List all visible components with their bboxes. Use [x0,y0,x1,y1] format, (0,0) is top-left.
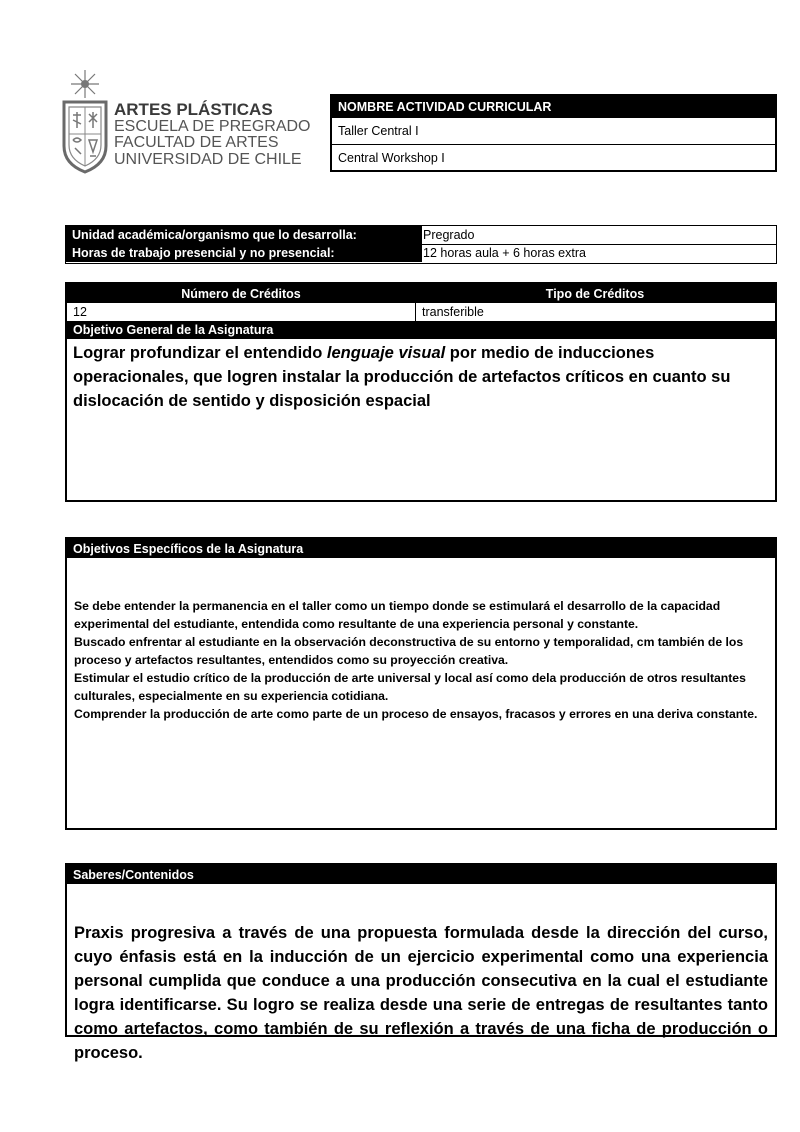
credits-number-value: 12 [67,303,421,322]
credits-number-header: Número de Créditos [67,284,415,303]
activity-name-en: Central Workshop I [338,150,445,165]
contents-text: Praxis progresiva a través de una propuesta formulada desde la dirección del curso, cuyo énfasis está en la inducción de un ejercicio experimental como una experiencia personal cumplida que conduce a una producción consecutiva en la cual el estudiante logra identificarse. Su logro se realiza desde una serie de entregas de resultantes tanto como artefactos, como también de su reflexión a través de una ficha de producción o proceso. [74,924,768,1062]
specific-objective-paragraph: Buscado enfrentar al estudiante en la observación deconstructiva de su entorno y temporalidad, cm también de los proceso y artefactos resultantes, entendidos como su proyección creativa. [74,635,744,667]
general-objective-text-part2: por medio de inducciones operacionales, que logren instalar la producción de artefactos críticos en cuanto su dislocación de sentido y disposición espacial [73,344,731,410]
general-objective-text-part1: Lograr profundizar el entendido [73,344,327,362]
curricular-activity-box [330,94,777,172]
specific-objectives-box [65,537,777,830]
work-hours-value: 12 horas aula + 6 horas extra [416,244,776,262]
academic-info-table [65,225,777,264]
specific-objectives-header: Objetivos Específicos de la Asignatura [67,539,775,558]
logo-wordmark [114,102,311,168]
university-seal-icon [60,68,110,174]
specific-objectives-text [74,597,765,723]
credits-objective-box [65,282,777,502]
contents-header: Saberes/Contenidos [67,865,775,884]
academic-unit-label: Unidad académica/organismo que lo desarrolla: [66,226,422,244]
curricular-activity-header: NOMBRE ACTIVIDAD CURRICULAR [332,96,775,118]
logo-line-3: FACULTAD DE ARTES [114,134,279,151]
work-hours-label: Horas de trabajo presencial y no presencial: [66,244,422,262]
general-objective-header: Objetivo General de la Asignatura [67,321,775,339]
specific-objective-paragraph: Comprender la producción de arte como parte de un proceso de ensayos, fracasos y errores en una deriva constante. [74,707,758,721]
logo-line-2: ESCUELA DE PREGRADO [114,117,311,135]
academic-unit-value: Pregrado [416,226,776,245]
logo-line-4: UNIVERSIDAD DE CHILE [114,150,302,168]
contents-box [65,863,777,1062]
specific-objective-paragraph: Estimular el estudio crítico de la producción de arte universal y local así como dela producción de otros resultantes culturales, especialmente en su experiencia cotidiana. [74,671,746,703]
general-objective-emphasis: lenguaje visual [326,344,446,362]
credits-type-header: Tipo de Créditos [415,284,775,303]
logo-line-1: ARTES PLÁSTICAS [114,100,273,119]
specific-objective-paragraph: Se debe entender la permanencia en el taller como un tiempo donde se estimulará el desarrollo de la capacidad experimental del estudiante, entendida como resultante de una experiencia personal y constante. [74,599,721,631]
credits-type-value: transferible [415,303,775,322]
general-objective-text [73,341,767,413]
activity-name-es: Taller Central I [332,118,775,145]
